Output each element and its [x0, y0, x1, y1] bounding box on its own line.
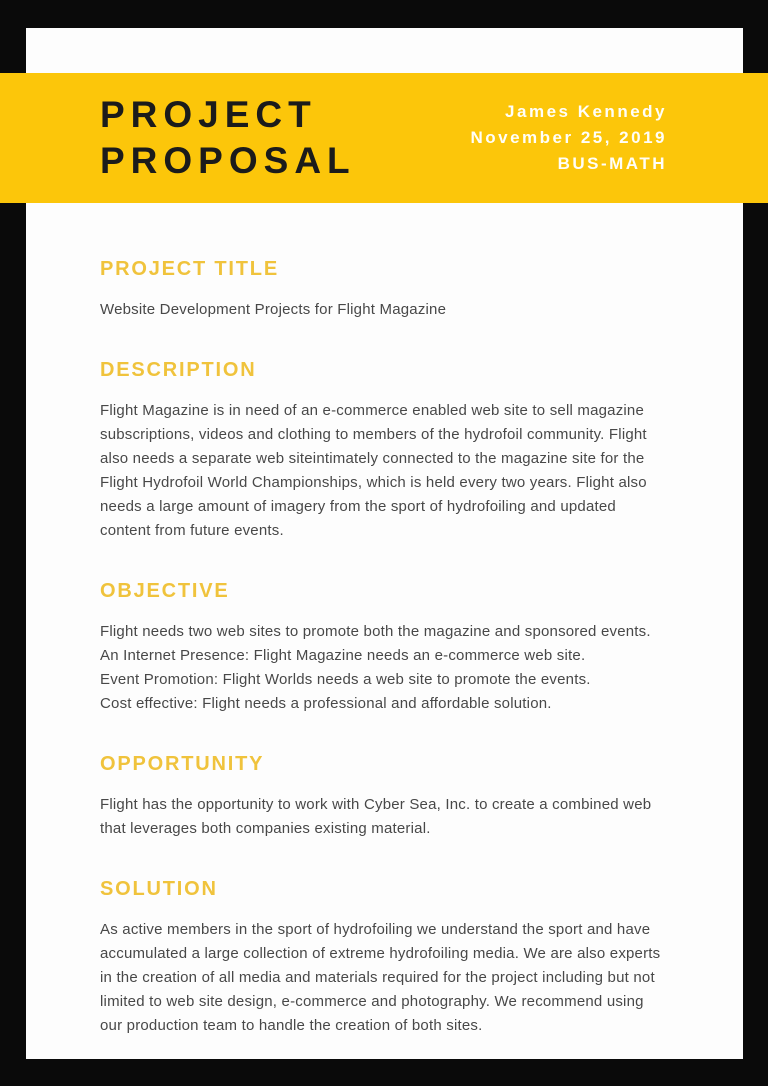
document-title-line2: PROPOSAL: [100, 140, 356, 181]
document-title-line1: PROJECT: [100, 94, 317, 135]
header-meta: [470, 99, 667, 177]
document-date: November 25, 2019: [470, 128, 667, 147]
section-paragraph: Event Promotion: Flight Worlds needs a web site to promote the events.: [100, 671, 591, 688]
document-title: [100, 92, 356, 184]
course-code: BUS-MATH: [557, 154, 667, 173]
section-project-title: [100, 257, 670, 322]
section-opportunity: [100, 752, 670, 841]
section-paragraph: Cost effective: Flight needs a professional and affordable solution.: [100, 695, 552, 712]
section-paragraph: As active members in the sport of hydrofoiling we understand the sport and have accumulated a large collection of extreme hydrofoiling media. We are also experts in the creation of all media and materials required for the project including but not limited to web site design, e-commerce and photography. We recommend using our production team to handle the creation of both sites.: [100, 921, 661, 1034]
section-paragraph: Flight needs two web sites to promote both the magazine and sponsored events.: [100, 623, 651, 640]
section-heading: PROJECT TITLE: [100, 258, 279, 280]
section-heading: OBJECTIVE: [100, 580, 230, 602]
section-heading: DESCRIPTION: [100, 359, 257, 381]
section-solution: [100, 877, 670, 1038]
section-paragraph: Flight Magazine is in need of an e-commerce enabled web site to sell magazine subscriptions, videos and clothing to members of the hydrofoil community. Flight also needs a separate web siteintimately connected to the magazine site for the Flight Hydrofoil World Championships, which is held every two years. Flight also needs a large amount of imagery from the sport of hydrofoiling and updated content from future events.: [100, 402, 647, 539]
section-heading: OPPORTUNITY: [100, 753, 265, 775]
author-name: James Kennedy: [505, 102, 667, 121]
section-description: [100, 358, 670, 543]
section-paragraph: Website Development Projects for Flight Magazine: [100, 301, 447, 318]
section-objective: [100, 579, 670, 716]
section-heading: SOLUTION: [100, 878, 218, 900]
section-paragraph: Flight has the opportunity to work with Cyber Sea, Inc. to create a combined web that leverages both companies existing material.: [100, 796, 652, 837]
header-band: [0, 73, 768, 203]
section-paragraph: An Internet Presence: Flight Magazine needs an e-commerce web site.: [100, 647, 586, 664]
